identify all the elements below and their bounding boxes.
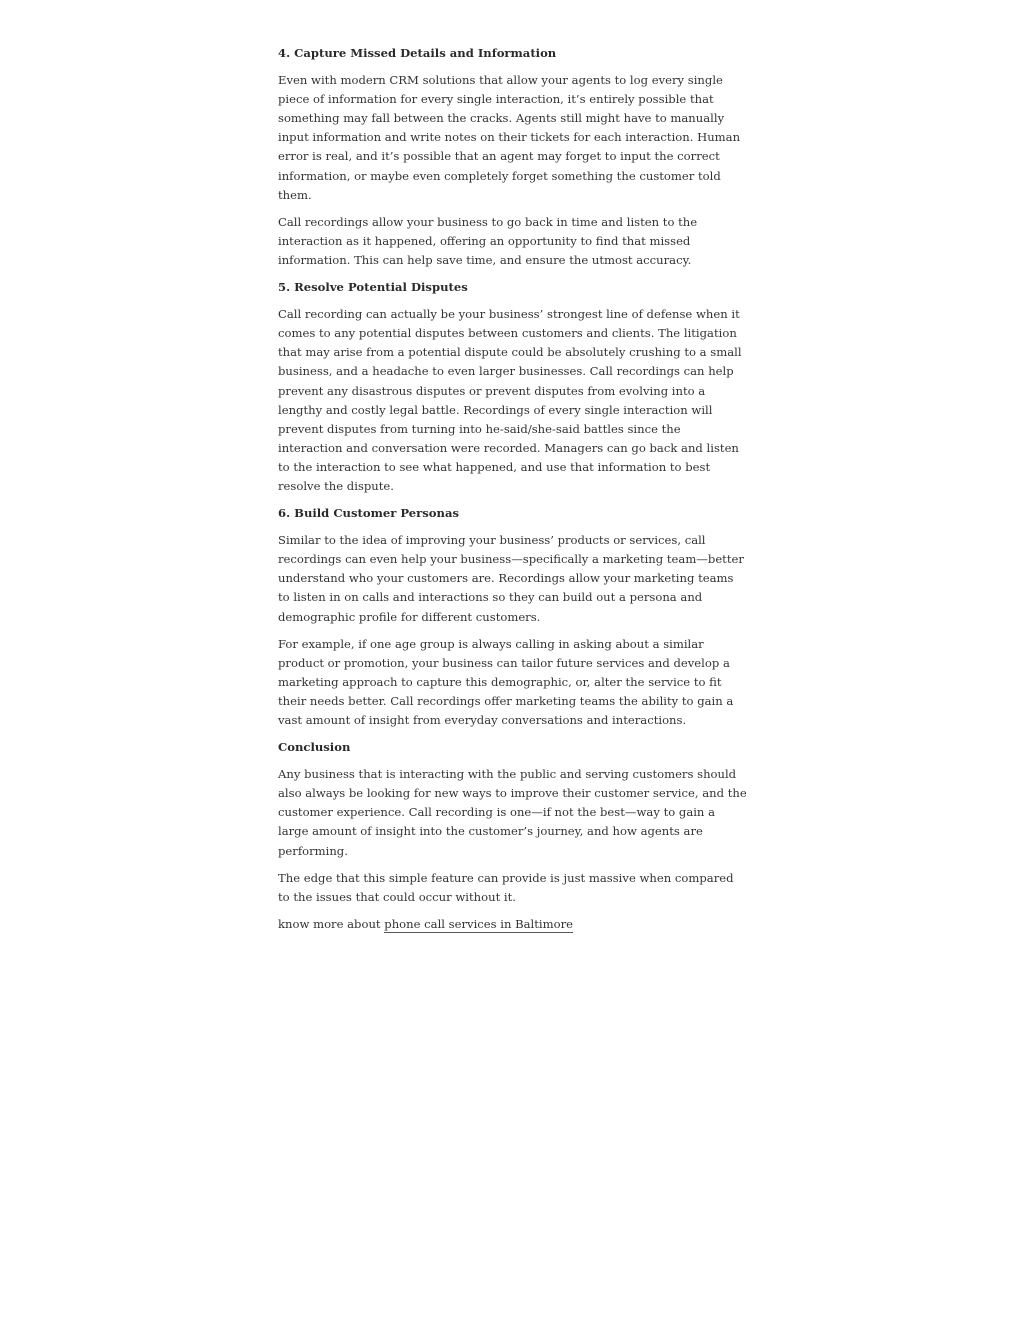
section-heading-resolve-disputes: 5. Resolve Potential Disputes	[278, 280, 468, 295]
know-more-prefix: know more about	[278, 916, 385, 931]
paragraph: Similar to the idea of improving your business’ products or services, call recordings can even help your business—specifically a marketing team—better understand who your customers are. Recordings allow your marketing teams to listen in on calls and interactions so they can build out a persona and demographic profile for different customers.	[278, 533, 744, 624]
know-more-line	[278, 915, 748, 934]
section-heading-capture-missed-details: 4. Capture Missed Details and Information	[278, 46, 557, 60]
paragraph: Even with modern CRM solutions that allow your agents to log every single piece of information for every single interaction, it’s entirely possible that something may fall between the cracks. Agents still might have to manually input information and write notes on their tickets for each interaction. Human error is real, and it’s possible that an agent may forget to input the correct information, or maybe even completely forget something the customer told them.	[278, 73, 741, 202]
paragraph: Call recordings allow your business to go back in time and listen to the interaction as it happened, offering an opportunity to find that missed information. This can help save time, and ensure the utmost accuracy.	[278, 214, 698, 267]
phone-call-services-link[interactable]: phone call services in Baltimore	[384, 916, 574, 931]
section-heading-conclusion: Conclusion	[278, 740, 351, 755]
section-heading-build-personas: 6. Build Customer Personas	[278, 506, 459, 521]
paragraph: The edge that this simple feature can provide is just massive when compared to the issues that could occur without it.	[278, 870, 734, 904]
article-body	[278, 44, 748, 942]
paragraph: Call recording can actually be your business’ strongest line of defense when it comes to any potential disputes between customers and clients. The litigation that may arise from a potential dispute could be absolutely crushing to a small business, and a headache to even larger businesses. Call recordings can help prevent any disastrous disputes or prevent disputes from evolving into a lengthy and costly legal battle. Recordings of every single interaction will prevent disputes from turning into he-said/she-said battles since the interaction and conversation were recorded. Managers can go back and listen to the interaction to see what happened, and use that information to best resolve the dispute.	[278, 307, 742, 493]
paragraph: For example, if one age group is always calling in asking about a similar product or promotion, your business can tailor future services and develop a marketing approach to capture this demographic, or, alter the service to fit their needs better. Call recordings offer marketing teams the ability to gain a vast amount of insight from everyday conversations and interactions.	[278, 636, 734, 727]
paragraph: Any business that is interacting with the public and serving customers should also always be looking for new ways to improve their customer service, and the customer experience. Call recording is one—if not the best—way to gain a large amount of insight into the customer’s journey, and how agents are performing.	[278, 767, 747, 858]
